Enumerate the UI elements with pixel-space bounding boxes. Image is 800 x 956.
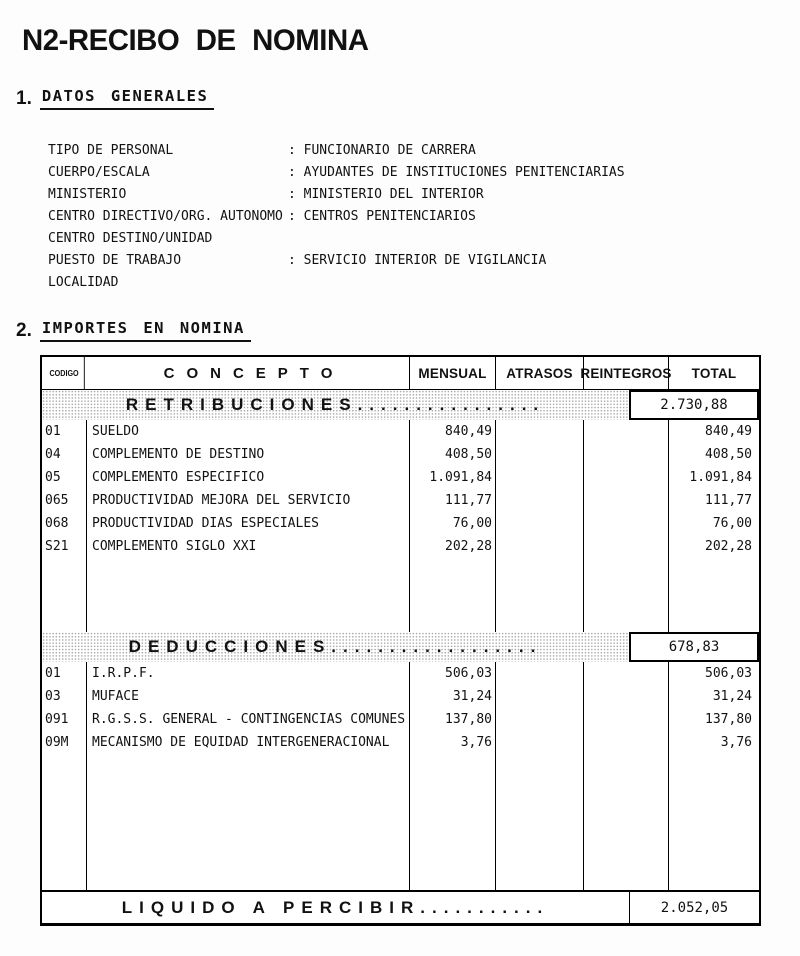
cell-reintegros — [584, 466, 669, 489]
retribuciones-total: 2.730,88 — [629, 390, 759, 420]
cell-reintegros — [584, 535, 669, 558]
field-value: : MINISTERIO DEL INTERIOR — [288, 187, 484, 202]
liquido-label: LIQUIDO A PERCIBIR........... — [121, 897, 550, 917]
cell-codigo: S21 — [42, 535, 87, 558]
cell-mensual: 506,03 — [410, 662, 496, 685]
cell-total: 840,49 — [705, 424, 752, 439]
field-row — [48, 140, 625, 162]
field-value: : SERVICIO INTERIOR DE VIGILANCIA — [288, 253, 547, 268]
cell-total: 202,28 — [705, 539, 752, 554]
liquido-total: 2.052,05 — [629, 892, 759, 923]
field-label: CENTRO DESTINO/UNIDAD — [48, 231, 213, 246]
field-row — [48, 272, 625, 294]
cell-atrasos — [496, 685, 584, 708]
table-row — [42, 420, 759, 443]
section-number: 2. — [16, 320, 32, 341]
retribuciones-band — [42, 390, 759, 420]
column-header-total: TOTAL — [691, 365, 737, 381]
cell-mensual: 1.091,84 — [410, 466, 496, 489]
cell-concepto: I.R.P.F. — [87, 662, 410, 685]
field-row — [48, 184, 625, 206]
cell-mensual: 111,77 — [410, 489, 496, 512]
deducciones-band-label: DEDUCCIONES.................. — [42, 632, 629, 662]
cell-codigo: 065 — [42, 489, 87, 512]
cell-atrasos — [496, 708, 584, 731]
cell-mensual: 202,28 — [410, 535, 496, 558]
cell-atrasos — [496, 466, 584, 489]
cell-total: 1.091,84 — [689, 470, 752, 485]
cell-codigo: 03 — [42, 685, 87, 708]
deducciones-total: 678,83 — [629, 632, 759, 662]
cell-codigo: 091 — [42, 708, 87, 731]
table-row — [42, 662, 759, 685]
cell-codigo: 068 — [42, 512, 87, 535]
field-value: : AYUDANTES DE INSTITUCIONES PENITENCIARIAS — [288, 165, 625, 180]
retribuciones-band-label: RETRIBUCIONES................ — [42, 390, 629, 420]
field-row — [48, 162, 625, 184]
cell-atrasos — [496, 420, 584, 443]
cell-codigo: 05 — [42, 466, 87, 489]
field-value: : FUNCIONARIO DE CARRERA — [288, 143, 476, 158]
field-row — [48, 250, 625, 272]
cell-total: 137,80 — [705, 712, 752, 727]
section-number: 1. — [16, 88, 32, 109]
column-header-concepto: CONCEPTO — [87, 357, 410, 389]
deducciones-rows — [42, 662, 759, 754]
table-spacer — [42, 754, 759, 890]
cell-mensual: 3,76 — [410, 731, 496, 754]
cell-total: 3,76 — [720, 735, 752, 750]
cell-concepto: COMPLEMENTO ESPECIFICO — [87, 466, 410, 489]
table-row — [42, 535, 759, 558]
cell-reintegros — [584, 685, 669, 708]
cell-atrasos — [496, 662, 584, 685]
cell-mensual: 76,00 — [410, 512, 496, 535]
cell-codigo: 09M — [42, 731, 87, 754]
cell-reintegros — [584, 420, 669, 443]
field-row — [48, 228, 625, 250]
cell-concepto: MUFACE — [87, 685, 410, 708]
cell-total: 506,03 — [705, 666, 752, 681]
column-header-atrasos: ATRASOS — [496, 357, 584, 389]
cell-concepto: R.G.S.S. GENERAL - CONTINGENCIAS COMUNES — [87, 708, 410, 731]
cell-total: 76,00 — [712, 516, 752, 531]
cell-reintegros — [584, 662, 669, 685]
table-row — [42, 489, 759, 512]
cell-concepto: MECANISMO DE EQUIDAD INTERGENERACIONAL — [87, 731, 410, 754]
cell-atrasos — [496, 731, 584, 754]
cell-codigo: 04 — [42, 443, 87, 466]
cell-mensual: 31,24 — [410, 685, 496, 708]
cell-mensual: 408,50 — [410, 443, 496, 466]
cell-total: 111,77 — [705, 493, 752, 508]
liquido-a-percibir-row — [42, 890, 759, 923]
cell-atrasos — [496, 489, 584, 512]
field-value: : CENTROS PENITENCIARIOS — [288, 209, 476, 224]
cell-codigo: 01 — [42, 420, 87, 443]
cell-mensual: 137,80 — [410, 708, 496, 731]
section-datos-generales-heading — [16, 86, 214, 110]
table-row — [42, 466, 759, 489]
cell-reintegros — [584, 708, 669, 731]
table-row — [42, 512, 759, 535]
column-header-codigo: CODIGO — [44, 357, 85, 389]
cell-mensual: 840,49 — [410, 420, 496, 443]
section-importes-heading — [16, 318, 251, 342]
field-label: CENTRO DIRECTIVO/ORG. AUTONOMO — [48, 209, 283, 224]
cell-total: 31,24 — [712, 689, 752, 704]
table-row — [42, 443, 759, 466]
table-row — [42, 731, 759, 754]
page-title: N2-RECIBO DE NOMINA — [22, 24, 369, 57]
cell-concepto: PRODUCTIVIDAD MEJORA DEL SERVICIO — [87, 489, 410, 512]
section-title: DATOS GENERALES — [40, 87, 214, 110]
nomina-table — [40, 355, 761, 926]
column-header-mensual: MENSUAL — [410, 357, 496, 389]
field-label: CUERPO/ESCALA — [48, 165, 150, 180]
field-label: TIPO DE PERSONAL — [48, 143, 174, 158]
cell-reintegros — [584, 512, 669, 535]
table-row — [42, 685, 759, 708]
section-title: IMPORTES EN NOMINA — [40, 319, 251, 342]
cell-concepto: COMPLEMENTO DE DESTINO — [87, 443, 410, 466]
cell-atrasos — [496, 512, 584, 535]
cell-atrasos — [496, 535, 584, 558]
cell-codigo: 01 — [42, 662, 87, 685]
table-header-row — [42, 357, 759, 390]
datos-generales-fields — [48, 140, 625, 294]
table-spacer — [42, 558, 759, 632]
cell-reintegros — [584, 731, 669, 754]
cell-reintegros — [584, 443, 669, 466]
table-row — [42, 708, 759, 731]
retribuciones-rows — [42, 420, 759, 558]
cell-atrasos — [496, 443, 584, 466]
cell-concepto: SUELDO — [87, 420, 410, 443]
field-label: PUESTO DE TRABAJO — [48, 253, 182, 268]
cell-total: 408,50 — [705, 447, 752, 462]
deducciones-band — [42, 632, 759, 662]
field-label: LOCALIDAD — [48, 275, 119, 290]
cell-reintegros — [584, 489, 669, 512]
column-header-reintegros: REINTEGROS — [584, 357, 669, 389]
cell-concepto: COMPLEMENTO SIGLO XXI — [87, 535, 410, 558]
cell-concepto: PRODUCTIVIDAD DIAS ESPECIALES — [87, 512, 410, 535]
field-label: MINISTERIO — [48, 187, 127, 202]
field-row — [48, 206, 625, 228]
